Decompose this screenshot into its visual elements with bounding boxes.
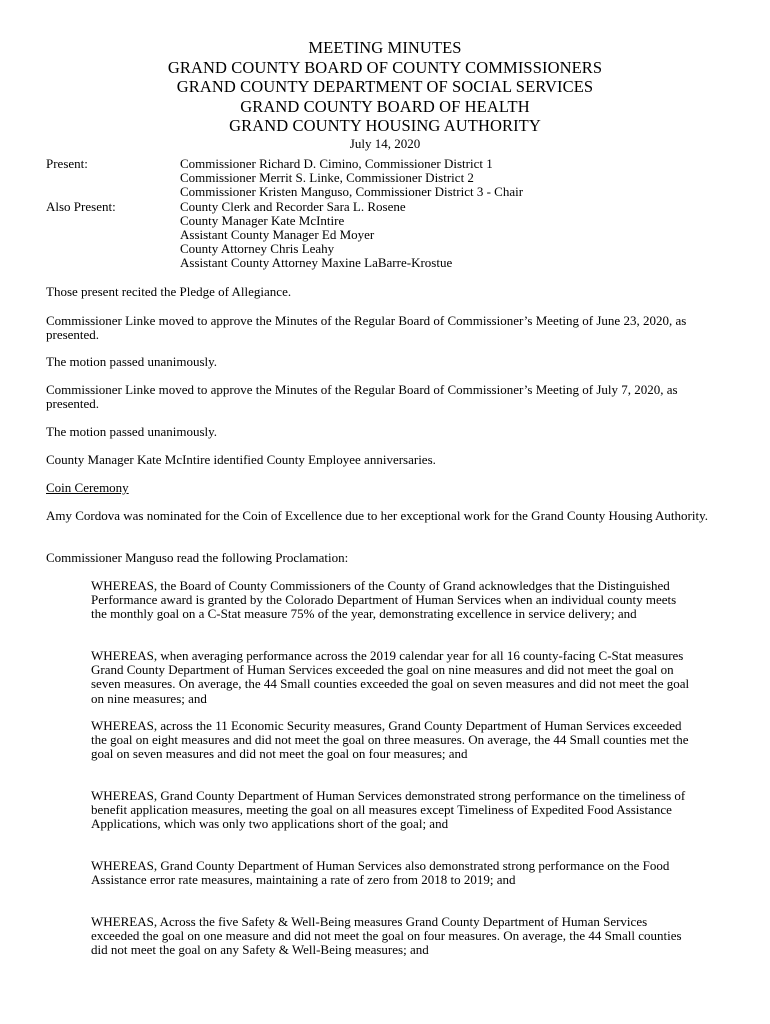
pledge-paragraph: Those present recited the Pledge of Allegiance.	[46, 284, 292, 299]
proclamation-intro: Commissioner Manguso read the following Proclamation:	[46, 550, 349, 565]
also-present-label: Also Present:	[46, 198, 116, 214]
attendance-block	[46, 157, 726, 271]
attendance-row	[46, 171, 726, 185]
document-header	[0, 38, 770, 152]
whereas-clause: WHEREAS, across the 11 Economic Security measures, Grand County Department of Human Services exceeded the goal on eight measures and did not meet the goal on three measures. On average, the 44 Small counties met the goal on seven measures and did not meet the goal on four measures; and	[91, 718, 689, 762]
present-member: Commissioner Kristen Manguso, Commissioner District 3 - Chair	[180, 184, 524, 200]
present-member: Commissioner Merrit S. Linke, Commissioner District 2	[180, 170, 474, 186]
header-board-of-commissioners: GRAND COUNTY BOARD OF COUNTY COMMISSIONERS	[167, 57, 603, 77]
attendance-row	[46, 200, 726, 214]
present-label: Present:	[46, 156, 88, 171]
coin-nomination-paragraph: Amy Cordova was nominated for the Coin of Excellence due to her exceptional work for the Grand County Housing Authority.	[46, 508, 709, 523]
attendance-row	[46, 256, 726, 270]
attendance-row	[46, 214, 726, 228]
whereas-clause: WHEREAS, Grand County Department of Human Services demonstrated strong performance on the timeliness of benefit application measures, meeting the goal on all measures except Timeliness of Expedited Food Assistance Applications, which was only two applications short of the goal; and	[91, 788, 686, 832]
whereas-clause: WHEREAS, when averaging performance across the 2019 calendar year for all 16 county-facing C-Stat measures Grand County Department of Human Services exceeded the goal on nine measures and did not meet the goal on seven measures. On average, the 44 Small counties exceeded the goal on seven measures and did not meet the goal on nine measures; and	[91, 648, 690, 706]
motion-july-minutes: Commissioner Linke moved to approve the Minutes of the Regular Board of Commissioner’s Meeting of July 7, 2020, as presented.	[46, 382, 678, 412]
motion-june-minutes: Commissioner Linke moved to approve the Minutes of the Regular Board of Commissioner’s Meeting of June 23, 2020, as presented.	[46, 313, 687, 343]
present-member: Commissioner Richard D. Cimino, Commissioner District 1	[180, 156, 493, 171]
attendance-row	[46, 157, 726, 171]
also-present-member: Assistant County Attorney Maxine LaBarre-Krostue	[180, 255, 453, 271]
attendance-row	[46, 228, 726, 242]
also-present-member: County Clerk and Recorder Sara L. Rosene	[180, 198, 406, 214]
coin-ceremony-heading: Coin Ceremony	[46, 480, 129, 495]
anniversaries-paragraph: County Manager Kate McIntire identified County Employee anniversaries.	[46, 452, 436, 467]
meeting-date: July 14, 2020	[349, 135, 421, 151]
header-housing-authority: GRAND COUNTY HOUSING AUTHORITY	[229, 116, 541, 135]
attendance-row	[46, 242, 726, 256]
whereas-clause: WHEREAS, Grand County Department of Human Services also demonstrated strong performance on the Food Assistance error rate measures, maintaining a rate of zero from 2018 to 2019; and	[91, 858, 670, 888]
header-title: MEETING MINUTES	[308, 38, 462, 57]
header-social-services: GRAND COUNTY DEPARTMENT OF SOCIAL SERVICES	[176, 77, 594, 96]
motion-passed-1: The motion passed unanimously.	[46, 354, 218, 369]
header-board-of-health: GRAND COUNTY BOARD OF HEALTH	[240, 96, 530, 116]
also-present-member: County Manager Kate McIntire	[180, 212, 345, 228]
also-present-member: County Attorney Chris Leahy	[180, 241, 335, 257]
whereas-clause: WHEREAS, the Board of County Commissioners of the County of Grand acknowledges that the Distinguished Performance award is granted by the Colorado Department of Human Services when an individual county meets the monthly goal on a C-Stat measure 75% of the year, demonstrating excellence in service delivery; and	[91, 578, 677, 622]
also-present-member: Assistant County Manager Ed Moyer	[180, 226, 375, 242]
attendance-row	[46, 185, 726, 199]
whereas-clause: WHEREAS, Across the five Safety & Well-Being measures Grand County Department of Human Services exceeded the goal on one measure and did not meet the goal on four measures. On average, the 44 Small counties did not meet the goal on any Safety & Well-Being measures; and	[91, 914, 682, 958]
motion-passed-2: The motion passed unanimously.	[46, 424, 218, 439]
